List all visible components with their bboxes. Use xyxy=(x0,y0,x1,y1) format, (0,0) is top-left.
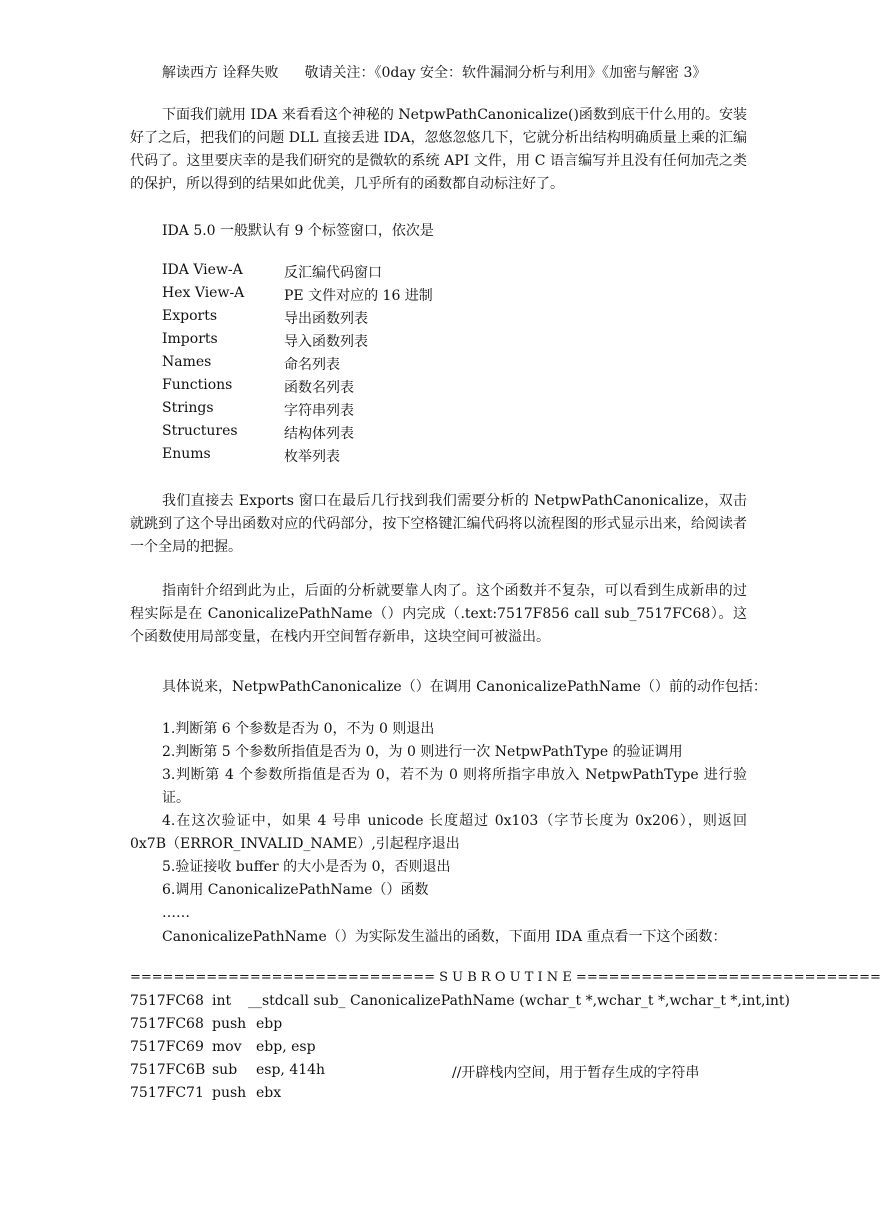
tab-name: Structures xyxy=(162,423,238,439)
code-opcode: sub xyxy=(212,1062,238,1078)
guide-paragraph: 指南针介绍到此为止，后面的分析就要靠人肉了。这个函数并不复杂，可以看到生成新串的过程实际是在 CanonicalizePathName（）内完成（.text:7517F856 call sub_7517FC68）。这个函数使用局部变量，在栈内开空间暂存新串，这块空间可被溢出。 xyxy=(130,583,747,645)
list-item: …… xyxy=(162,905,190,921)
tab-name: Functions xyxy=(162,377,233,393)
list-item: 2.判断第 5 个参数所指值是否为 0，为 0 则进行一次 NetpwPathType 的验证调用 xyxy=(162,744,683,760)
list-item: 3.判断第 4 个参数所指值是否为 0，若不为 0 则将所指字串放入 NetpwPathType 进行验证。 xyxy=(162,767,747,806)
overflow-fn-paragraph: CanonicalizePathName（）为实际发生溢出的函数，下面用 IDA 重点看一下这个函数： xyxy=(162,929,727,945)
list-item xyxy=(162,423,433,446)
steps-list xyxy=(130,718,747,925)
list-item: 6.调用 CanonicalizePathName（）函数 xyxy=(162,882,429,898)
tab-desc: 命名列表 xyxy=(284,357,340,373)
ida-tabs-intro: IDA 5.0 一般默认有 9 个标签窗口，依次是 xyxy=(162,223,434,239)
tab-name: Imports xyxy=(162,331,218,347)
code-opcode: mov xyxy=(212,1039,242,1055)
tab-name: Exports xyxy=(162,308,218,324)
tab-name: IDA View-A xyxy=(162,262,243,278)
tab-desc: 字符串列表 xyxy=(284,403,354,419)
intro-paragraph: 下面我们就用 IDA 来看看这个神秘的 NetpwPathCanonicalize()函数到底干什么用的。安装好了之后，把我们的问题 DLL 直接丢进 IDA，忽悠忽悠几下，它就分析出结构明确质量上乘的汇编代码了。这里要庆幸的是我们研究的是微软的系统 API 文件，用 C 语言编写并且没有任何加壳之类的保护，所以得到的结果如此优美，几乎所有的函数都自动标注好了。 xyxy=(130,107,747,192)
list-item: 4.在这次验证中，如果 4 号串 unicode 长度超过 0x103（字节长度为 0x206），则返回 0x7B（ERROR_INVALID_NAME）,引起程序退出 xyxy=(130,813,747,852)
code-args: ebx xyxy=(256,1085,282,1101)
tab-desc: 导出函数列表 xyxy=(284,311,368,327)
list-item xyxy=(162,308,433,331)
code-address: 7517FC69 xyxy=(130,1039,204,1055)
code-comment: //开辟栈内空间，用于暂存生成的字符串 xyxy=(452,1065,700,1081)
list-item xyxy=(162,285,433,308)
code-line xyxy=(130,1085,790,1108)
code-address: 7517FC68 xyxy=(130,1016,204,1032)
code-line xyxy=(130,1016,790,1039)
list-item xyxy=(162,377,433,400)
tab-desc: 枚举列表 xyxy=(284,449,340,465)
tab-desc: 导入函数列表 xyxy=(284,334,368,350)
code-address: 7517FC68 xyxy=(130,993,204,1009)
page-header xyxy=(162,62,706,82)
specific-paragraph: 具体说来，NetpwPathCanonicalize（）在调用 CanonicalizePathName（）前的动作包括： xyxy=(162,679,767,695)
list-item: 1.判断第 6 个参数是否为 0，不为 0 则退出 xyxy=(162,721,435,737)
exports-paragraph: 我们直接去 Exports 窗口在最后几行找到我们需要分析的 NetpwPathCanonicalize，双击就跳到了这个导出函数对应的代码部分，按下空格键汇编代码将以流程图的形式显示出来，给阅读者一个全局的把握。 xyxy=(130,493,747,555)
list-item xyxy=(162,331,433,354)
code-args: __stdcall sub_ CanonicalizePathName (wchar_t *,wchar_t *,wchar_t *,int,int) xyxy=(248,993,791,1009)
header-left-text: 解读西方 诠释失败 xyxy=(162,65,279,81)
code-args: ebp, esp xyxy=(256,1039,316,1055)
header-right-text: 敬请关注：《0day 安全：软件漏洞分析与利用》《加密与解密 3》 xyxy=(304,65,707,81)
tab-name: Enums xyxy=(162,446,211,462)
code-listing xyxy=(130,993,790,1108)
tab-name: Names xyxy=(162,354,212,370)
list-item: 5.验证接收 buffer 的大小是否为 0，否则退出 xyxy=(162,859,451,875)
code-args: esp, 414h xyxy=(256,1062,326,1078)
tab-desc: 函数名列表 xyxy=(284,380,354,396)
ida-tabs-list xyxy=(162,262,433,469)
code-args: ebp xyxy=(256,1016,283,1032)
tab-desc: PE 文件对应的 16 进制 xyxy=(284,288,433,304)
list-item xyxy=(162,262,433,285)
subroutine-divider: ============================ S U B R O U T I N E ============================ xyxy=(130,970,881,985)
code-line xyxy=(130,1039,790,1062)
code-opcode: push xyxy=(212,1016,247,1032)
code-opcode: int xyxy=(212,993,232,1009)
tab-desc: 结构体列表 xyxy=(284,426,354,442)
list-item xyxy=(162,446,433,469)
code-address: 7517FC6B xyxy=(130,1062,206,1078)
tab-name: Strings xyxy=(162,400,214,416)
tab-desc: 反汇编代码窗口 xyxy=(284,265,382,281)
code-address: 7517FC71 xyxy=(130,1085,204,1101)
tab-name: Hex View-A xyxy=(162,285,245,301)
list-item xyxy=(162,354,433,377)
code-line xyxy=(130,1062,790,1085)
code-line xyxy=(130,993,790,1016)
list-item xyxy=(162,400,433,423)
code-opcode: push xyxy=(212,1085,247,1101)
